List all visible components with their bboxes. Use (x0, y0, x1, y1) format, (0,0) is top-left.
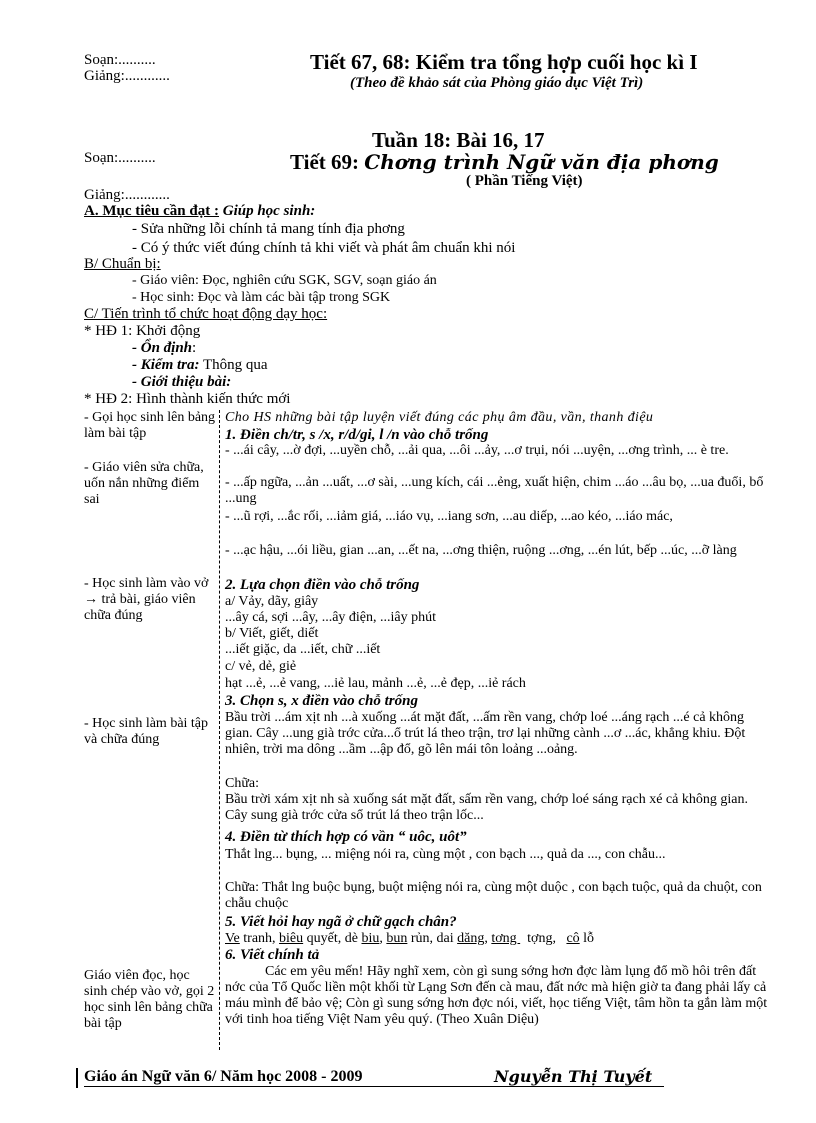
footer-bar (76, 1068, 78, 1088)
hd1-item (132, 357, 268, 374)
underlined-word: Ve (225, 931, 240, 946)
exercise-3-text: Bầu trời ...ám xịt nh ...à xuống ...át mặt đất, ...ấm rền vang, chớp loé ...áng rạch ...é cả không gian. Cây ...ung già trớc cửa...ổ trút lá theo trận, trơ lại những cành ...ơ ...ác, khẳng khiu. Đột nhiên, trời ma dông ...ầm ...ập đổ, gõ lên mái tôn loảng ...oảng. (225, 710, 746, 757)
section-a-title: A. Mục tiêu cần đạt : (84, 203, 219, 219)
exercise-2-line: ...iết giặc, da ...iết, chữ ...iết (225, 642, 381, 657)
section-b-heading: B/ Chuẩn bị: (84, 256, 161, 272)
exercise-4-title (225, 829, 770, 845)
underlined-word: biu (361, 931, 380, 946)
section-a-item: - Có ý thức viết đúng chính tả khi viết và phát âm chuẩn khi nói (132, 240, 516, 256)
lesson-title-2 (290, 150, 719, 174)
exercise-2-title: 2. Lựa chọn điền vào chỗ trống (225, 577, 420, 593)
plain-text: , (484, 931, 492, 946)
section-b-item: - Giáo viên: Đọc, nghiên cứu SGK, SGV, soạn giáo án (132, 273, 437, 288)
week-title: Tuần 18: Bài 16, 17 (372, 128, 545, 152)
exercise-4-line: Chữa: Thắt lng buộc bụng, buột miệng nói ra, cùng một duộc , con bạch tuộc, quả da chuột, con chẫu chuộc (225, 880, 762, 911)
plain-text: lỗ (579, 931, 595, 946)
exercise-1-line: - ...ạc hậu, ...ói liều, gian ...an, ...ết na, ...ơng thiện, ruộng ...ơng, ...én lút, bếp ...úc, ...ỡ làng (225, 543, 737, 558)
plain-text: rủn, dai (407, 931, 458, 946)
plain-text: tranh, (239, 931, 280, 946)
exercise-2-line: ...ây cá, sợi ...ây, ...ây điện, ...iây phút (225, 610, 436, 625)
left-note: - Gọi học sinh lên bảng làm bài tập (84, 410, 216, 441)
lesson-subtitle-2: ( Phần Tiếng Việt) (466, 173, 583, 189)
left-note: - Học sinh làm vào vở → trả bài, giáo viên chữa đúng (84, 576, 209, 623)
footer-right: Nguyễn Thị Tuyết (494, 1067, 653, 1086)
giang-date-1: Giảng:............ (84, 68, 170, 84)
lesson-title-2-prefix: Tiết 69: (290, 150, 360, 174)
hd1-item-label: - Kiểm tra: (132, 357, 200, 373)
exercise-1-line: - ...ũ rợi, ...ắc rối, ...iảm giá, ...iáo vụ, ...iang sơn, ...au diếp, ...ao kéo, ...iáo mác, (225, 509, 673, 524)
left-note: Giáo viên đọc, học sinh chép vào vở, gọi 2 học sinh lên bảng chữa bài tập (84, 968, 215, 1031)
exercise-6-title: 6. Viết chính tả (225, 947, 320, 963)
exercise-1-line: - ...ái cây, ...ờ đợi, ...uyền chỗ, ...ải qua, ...ôi ...ảy, ...ơ trụi, nói ...uyện, ...ơng trình, ... è tre. (225, 443, 729, 458)
hd1-item (132, 340, 196, 357)
exercise-1-title: 1. Điền ch/tr, s /x, r/d/gi, l /n vào chỗ trống (225, 427, 489, 443)
lesson-subtitle-1: (Theo đề khảo sát của Phòng giáo dục Việt Trì) (350, 75, 644, 91)
underlined-word: bun (386, 931, 408, 946)
underlined-word: dăng (457, 931, 485, 946)
section-a-tail: Giúp học sinh: (222, 203, 316, 219)
left-note: - Giáo viên sửa chữa, uốn nắn những điểm sai (84, 460, 204, 507)
lesson-title-1: Tiết 67, 68: Kiểm tra tổng hợp cuối học kì I (310, 50, 698, 74)
left-note: - Học sinh làm bài tập và chữa đúng (84, 716, 209, 747)
plain-text: , (379, 931, 387, 946)
underlined-word: biêu (279, 931, 304, 946)
underlined-word: tơng (491, 931, 521, 946)
exercise-3-label: Chữa: (225, 776, 260, 791)
exercise-2-line: hạt ...ẻ, ...ẻ vang, ...iẻ lau, mảnh ...ẻ, ...ẻ đẹp, ...iẻ rách (225, 676, 526, 691)
plain-text: tợng, (520, 931, 567, 946)
exercise-2-line: b/ Viết, giết, diết (225, 626, 319, 641)
plain-text: quyết, dè (303, 931, 362, 946)
exercise-4-line: Thắt lng... bụng, ... miệng nói ra, cùng một , con bạch ..., quả da ..., con chẫu... (225, 847, 666, 862)
giang-date-2: Giảng:............ (84, 187, 170, 203)
section-a-item: - Sửa những lỗi chính tả mang tính địa phơng (132, 221, 405, 237)
hd1-heading: * HĐ 1: Khởi động (84, 323, 201, 339)
soan-date-2: Soạn:.......... (84, 150, 156, 166)
footer-line (84, 1086, 664, 1087)
exercise-3-answer: Bầu trời xám xịt nh sà xuống sát mặt đất, sấm rền vang, chớp loé sáng rạch xé cả không gian. Cây sung già trớc cửa sổ trút lá theo trận lốc... (225, 792, 748, 823)
hd1-item-rest: Thông qua (199, 357, 268, 373)
section-b-item: - Học sinh: Đọc và làm các bài tập trong SGK (132, 290, 391, 305)
soan-date-1: Soạn:.......... (84, 52, 156, 68)
exercise-5-words (225, 931, 770, 947)
exercise-4-title-main: 4. Điền từ thích hợp có vần (225, 829, 395, 845)
exercise-6-text: Các em yêu mến! Hãy nghĩ xem, còn gì sung sớng hơn đợc làm lụng đổ mồ hôi trên đất nớc của Tổ Quốc liền một khối từ Lạng Sơn đến cà mau, đất nớc mà hiện giờ ta đang phải lấy cả máu mình để bảo vệ; Còn gì sung sớng hơn đợc nói, viết, học tiếng Việt, tâm hồn ta gắn làm một với tinh hoa tiếng Việt Nam yêu quý. (Theo Xuân Diệu) (225, 964, 768, 1027)
exercise-2-line: c/ vẻ, dẻ, giẻ (225, 659, 297, 674)
lesson-title-2-script: Chơng trình Ngữ văn địa phơng (364, 150, 719, 174)
underlined-word: cô (566, 931, 580, 946)
hd2-heading: * HĐ 2: Hình thành kiến thức mới (84, 391, 291, 407)
hd1-item-label: - Ổn định (132, 340, 193, 356)
hd1-item-rest: : (192, 340, 197, 356)
exercise-4-title-tail: “ uôc, uôt” (397, 829, 467, 845)
hd1-item (132, 374, 231, 391)
exercise-3-title: 3. Chọn s, x điền vào chỗ trống (225, 693, 418, 709)
exercise-5-title: 5. Viết hỏi hay ngã ở chữ gạch chân? (225, 914, 457, 930)
footer-left: Giáo án Ngữ văn 6/ Năm học 2008 - 2009 (84, 1068, 363, 1085)
section-a-heading (84, 203, 315, 220)
column-divider (219, 410, 220, 1050)
hd1-item-label: - Giới thiệu bài: (132, 374, 232, 390)
exercise-1-line: - ...ấp ngữa, ...ản ...uất, ...ơ sài, ...ung kích, cái ...ẻng, xuất hiện, chim ...áo ...âu bọ, ...ua đuổi, bổ ...ung (225, 475, 764, 506)
exercise-intro: Cho HS những bài tập luyện viết đúng các phụ âm đầu, vần, thanh điệu (225, 410, 654, 425)
section-c-heading: C/ Tiến trình tổ chức hoạt động dạy học: (84, 306, 328, 322)
exercise-2-line: a/ Vảy, dãy, giây (225, 594, 319, 609)
